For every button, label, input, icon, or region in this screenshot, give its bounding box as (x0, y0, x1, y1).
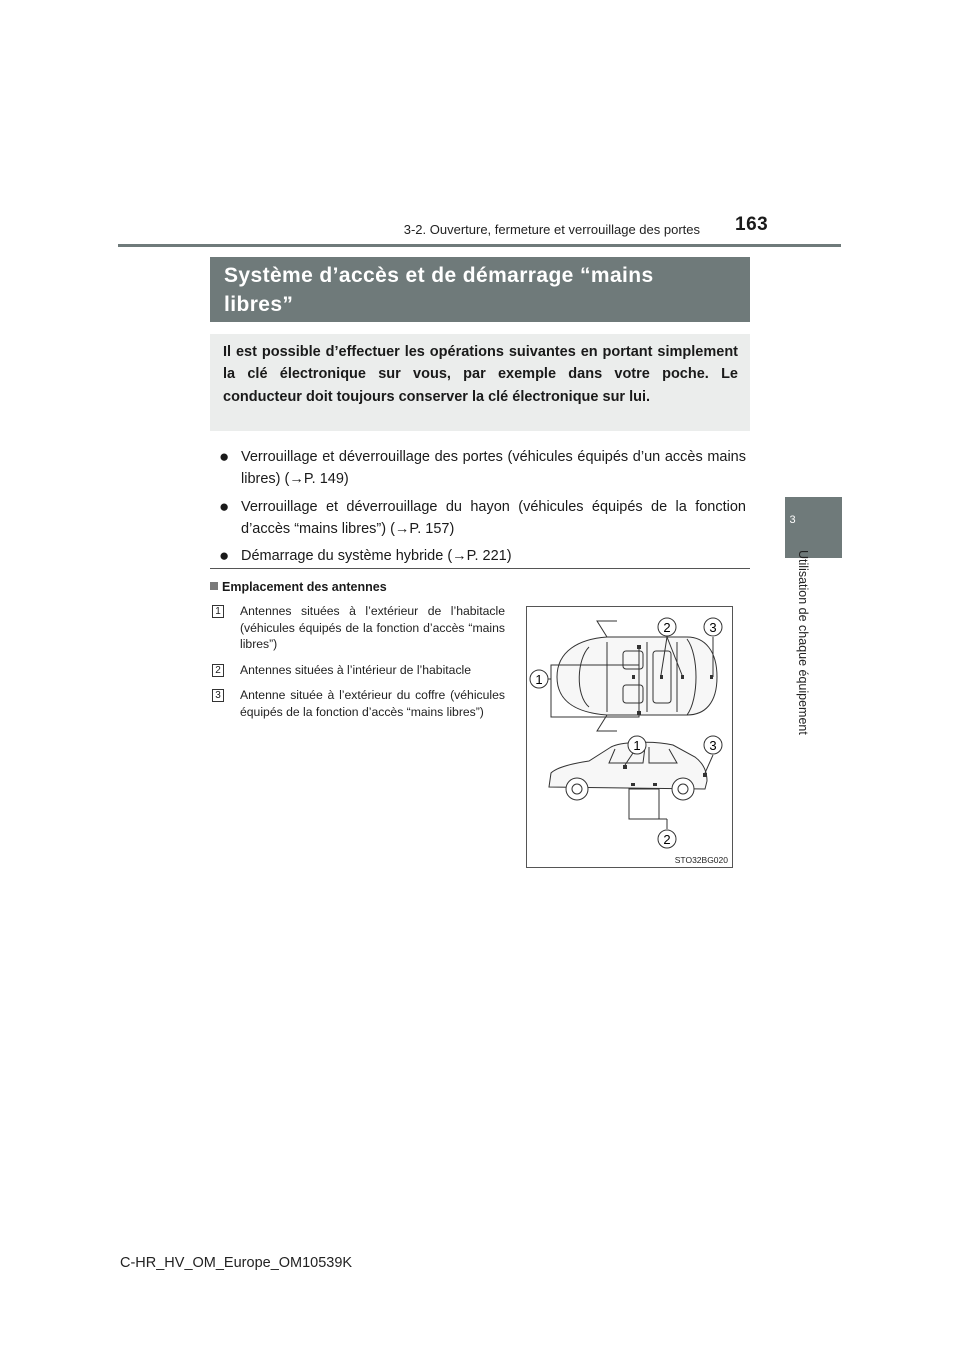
chapter-tab-number: 3 (789, 514, 796, 526)
list-item (219, 496, 746, 541)
square-bullet-icon (210, 582, 218, 590)
list-item (219, 545, 746, 567)
bullet-text: Verrouillage et déverrouillage du hayon (véhicules équipés de la fonction d’accès “mains libres”) (→P. 157) (241, 498, 746, 537)
antenna-description: Antennes situées à l’extérieur de l’habitacle (véhicules équipés de la fonction d’accès “mains libres”) (240, 604, 505, 652)
bullet-icon: ● (219, 546, 230, 566)
callout-label: 1 (633, 738, 641, 753)
chapter-tab (785, 497, 842, 558)
callout-label: 3 (709, 620, 717, 635)
intro-text: Il est possible d’effectuer les opérations suivantes en portant simplement la clé électronique sur vous, par exemple dans votre poche. Le conducteur doit toujours conserver la clé électronique sur lui. (223, 344, 738, 405)
title-box (210, 257, 750, 322)
antenna-diagram (526, 606, 733, 868)
car-side-view (549, 742, 707, 800)
callout-number: 2 (212, 664, 224, 677)
car-illustration (527, 607, 732, 867)
list-item (212, 603, 505, 653)
bullet-icon: ● (219, 447, 230, 466)
callout-label: 3 (709, 738, 717, 753)
figure-code: STO32BG020 (674, 855, 728, 865)
callout-label: 1 (535, 672, 543, 687)
antenna-description: Antenne située à l’extérieur du coffre (véhicules équipés de la fonction d’accès “mains libres”) (240, 688, 505, 719)
chapter-title: Utilisation de chaque équipement (796, 550, 810, 735)
document-code: C-HR_HV_OM_Europe_OM10539K (120, 1255, 353, 1271)
list-item (212, 662, 505, 679)
callout-label: 2 (663, 832, 671, 847)
intro-box (210, 334, 750, 431)
header-rule (118, 244, 841, 247)
section-title: 3-2. Ouverture, fermeture et verrouillage des portes (403, 222, 700, 237)
bullet-list (219, 446, 746, 572)
list-item (219, 446, 746, 491)
page-title-line1: Système d’accès et de démarrage “mains (224, 264, 654, 287)
page-number: 163 (735, 214, 769, 235)
subsection-heading-text: Emplacement des antennes (222, 580, 387, 594)
bullet-text: Démarrage du système hybride (→P. 221) (241, 548, 512, 565)
callout-label: 2 (663, 620, 671, 635)
section-divider (210, 568, 750, 569)
antenna-list (212, 603, 505, 730)
page-title-line2: libres” (224, 293, 294, 316)
bullet-text: Verrouillage et déverrouillage des portes (véhicules équipés d’un accès mains libres) (→P. 149) (241, 449, 746, 488)
list-item (212, 687, 505, 720)
bullet-icon: ● (219, 496, 230, 516)
callout-number: 1 (212, 605, 224, 618)
antenna-description: Antennes situées à l’intérieur de l’habitacle (240, 662, 472, 677)
callout-number: 3 (212, 689, 224, 702)
subsection-heading (210, 580, 387, 594)
